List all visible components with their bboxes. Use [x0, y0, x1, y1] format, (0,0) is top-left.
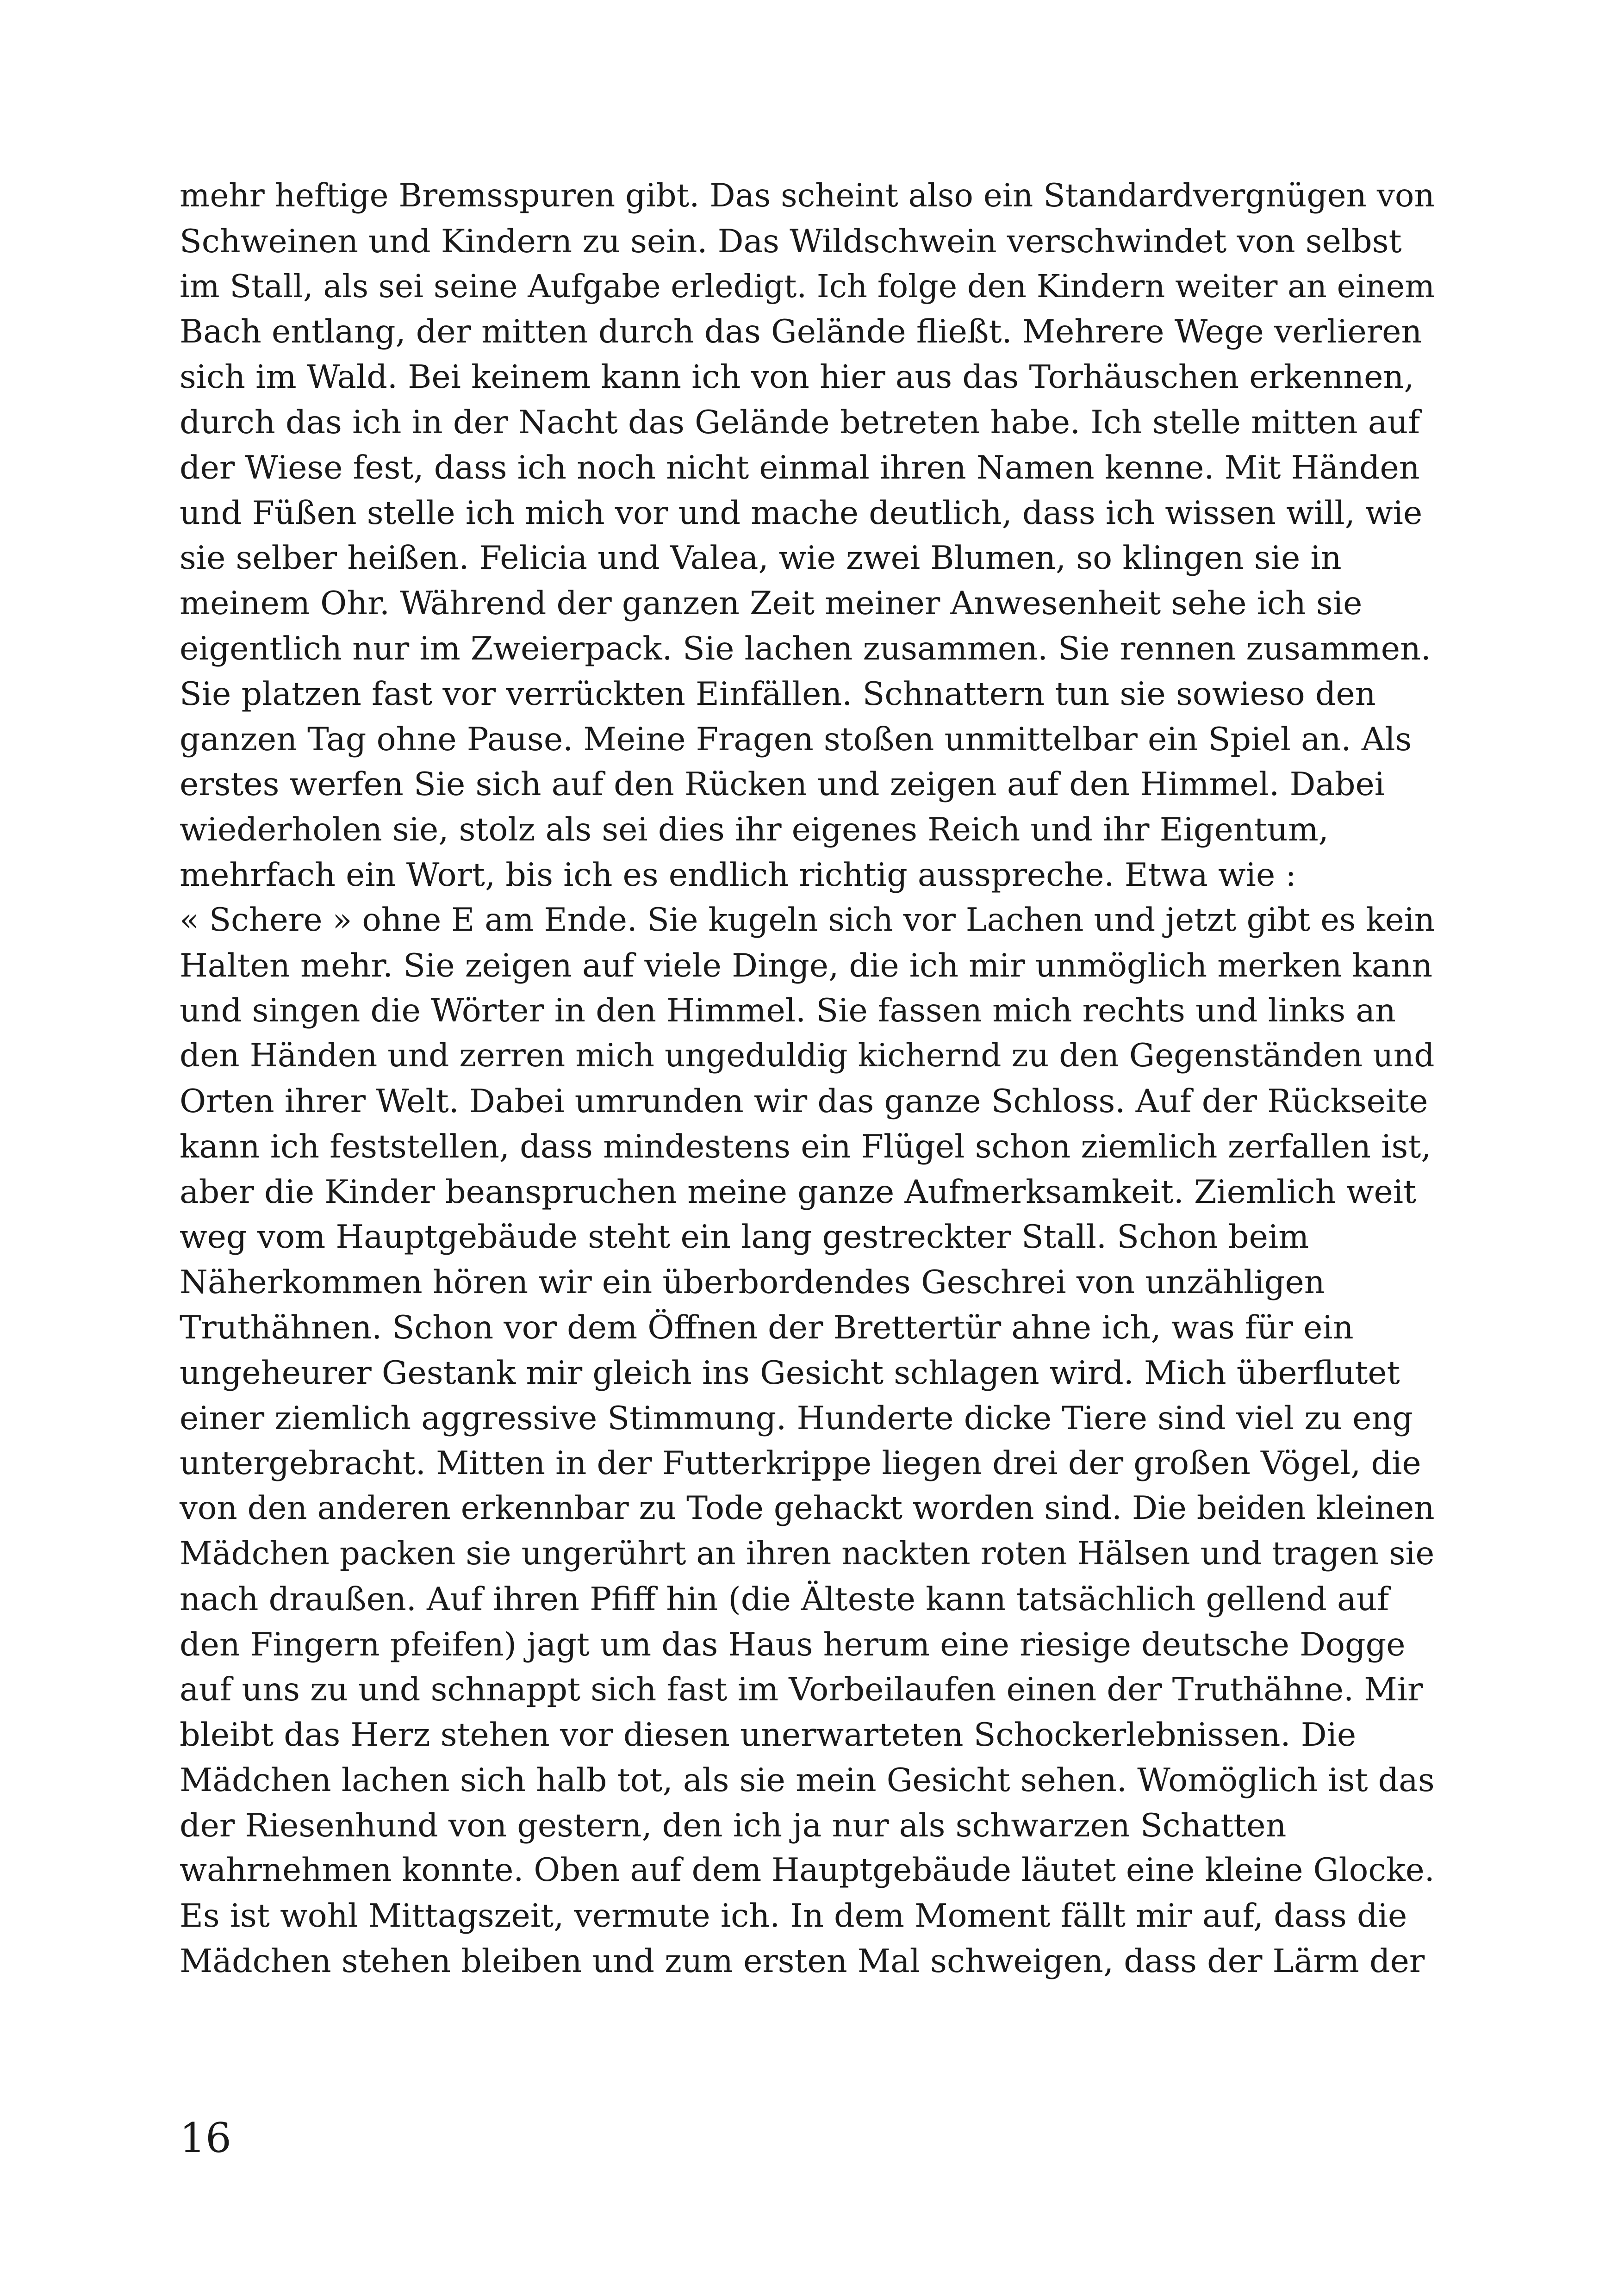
text-line: Bach entlang, der mitten durch das Gelände fließt. Mehrere Wege verlieren — [180, 313, 1422, 351]
text-line: Truthähnen. Schon vor dem Öffnen der Brettertür ahne ich, was für ein — [180, 1308, 1354, 1346]
text-line: mehr heftige Bremsspuren gibt. Das scheint also ein Standardvergnügen von — [180, 177, 1435, 214]
text-line: ganzen Tag ohne Pause. Meine Fragen stoßen unmittelbar ein Spiel an. Als — [180, 720, 1412, 758]
text-line: eigentlich nur im Zweierpack. Sie lachen zusammen. Sie rennen zusammen. — [180, 629, 1431, 667]
text-line: sich im Wald. Bei keinem kann ich von hier aus das Torhäuschen erkennen, — [180, 358, 1414, 396]
text-line: und Füßen stelle ich mich vor und mache deutlich, dass ich wissen will, wie — [180, 494, 1423, 532]
text-line: ungeheurer Gestank mir gleich ins Gesicht schlagen wird. Mich überflutet — [180, 1354, 1400, 1392]
text-line: der Riesenhund von gestern, den ich ja nur als schwarzen Schatten — [180, 1806, 1287, 1844]
text-line: Schweinen und Kindern zu sein. Das Wildschwein verschwindet von selbst — [180, 222, 1402, 260]
page-number: 16 — [180, 2114, 231, 2162]
text-line: Mädchen packen sie ungerührt an ihren nackten roten Hälsen und tragen sie — [180, 1535, 1435, 1572]
text-line: Mädchen stehen bleiben und zum ersten Mal schweigen, dass der Lärm der — [180, 1942, 1425, 1980]
text-line: « Schere » ohne E am Ende. Sie kugeln sich vor Lachen und jetzt gibt es kein — [180, 901, 1435, 939]
body-text — [180, 174, 1475, 1984]
text-line: aber die Kinder beanspruchen meine ganze Aufmerksamkeit. Ziemlich weit — [180, 1173, 1417, 1211]
text-line: weg vom Hauptgebäude steht ein lang gestreckter Stall. Schon beim — [180, 1218, 1309, 1256]
text-line: wahrnehmen konnte. Oben auf dem Hauptgebäude läutet eine kleine Glocke. — [180, 1852, 1435, 1889]
text-line: Sie platzen fast vor verrückten Einfällen. Schnattern tun sie sowieso den — [180, 675, 1376, 713]
text-line: im Stall, als sei seine Aufgabe erledigt. Ich folge den Kindern weiter an einem — [180, 268, 1435, 305]
text-line: den Fingern pfeifen) jagt um das Haus herum eine riesige deutsche Dogge — [180, 1625, 1406, 1663]
text-line: und singen die Wörter in den Himmel. Sie fassen mich rechts und links an — [180, 992, 1396, 1030]
text-line: Mädchen lachen sich halb tot, als sie mein Gesicht sehen. Womöglich ist das — [180, 1761, 1435, 1799]
text-line: sie selber heißen. Felicia und Valea, wie zwei Blumen, so klingen sie in — [180, 539, 1342, 577]
text-line: auf uns zu und schnappt sich fast im Vorbeilaufen einen der Truthähne. Mir — [180, 1671, 1423, 1709]
text-line: Orten ihrer Welt. Dabei umrunden wir das ganze Schloss. Auf der Rückseite — [180, 1082, 1428, 1120]
text-line: meinem Ohr. Während der ganzen Zeit meiner Anwesenheit sehe ich sie — [180, 585, 1363, 622]
text-line: nach draußen. Auf ihren Pfiff hin (die Älteste kann tatsächlich gellend auf — [180, 1580, 1389, 1618]
text-line: den Händen und zerren mich ungeduldig kichernd zu den Gegenständen und — [180, 1037, 1435, 1075]
text-line: mehrfach ein Wort, bis ich es endlich richtig ausspreche. Etwa wie : — [180, 856, 1296, 894]
text-line: kann ich feststellen, dass mindestens ein Flügel schon ziemlich zerfallen ist, — [180, 1127, 1431, 1165]
text-line: Es ist wohl Mittagszeit, vermute ich. In dem Moment fällt mir auf, dass die — [180, 1897, 1407, 1935]
text-line: einer ziemlich aggressive Stimmung. Hunderte dicke Tiere sind viel zu eng — [180, 1399, 1413, 1437]
text-line: Halten mehr. Sie zeigen auf viele Dinge, die ich mir unmöglich merken kann — [180, 946, 1433, 984]
text-line: erstes werfen Sie sich auf den Rücken und zeigen auf den Himmel. Dabei — [180, 765, 1385, 803]
text-line: durch das ich in der Nacht das Gelände betreten habe. Ich stelle mitten auf — [180, 403, 1420, 441]
text-line: der Wiese fest, dass ich noch nicht einmal ihren Namen kenne. Mit Händen — [180, 448, 1420, 486]
text-line: von den anderen erkennbar zu Tode gehackt worden sind. Die beiden kleinen — [180, 1490, 1435, 1527]
text-line: untergebracht. Mitten in der Futterkrippe liegen drei der großen Vögel, die — [180, 1444, 1421, 1482]
text-line: bleibt das Herz stehen vor diesen unerwarteten Schockerlebnissen. Die — [180, 1716, 1357, 1754]
text-line: wiederholen sie, stolz als sei dies ihr eigenes Reich und ihr Eigentum, — [180, 811, 1329, 849]
text-line: Näherkommen hören wir ein überbordendes Geschrei von unzähligen — [180, 1263, 1325, 1301]
